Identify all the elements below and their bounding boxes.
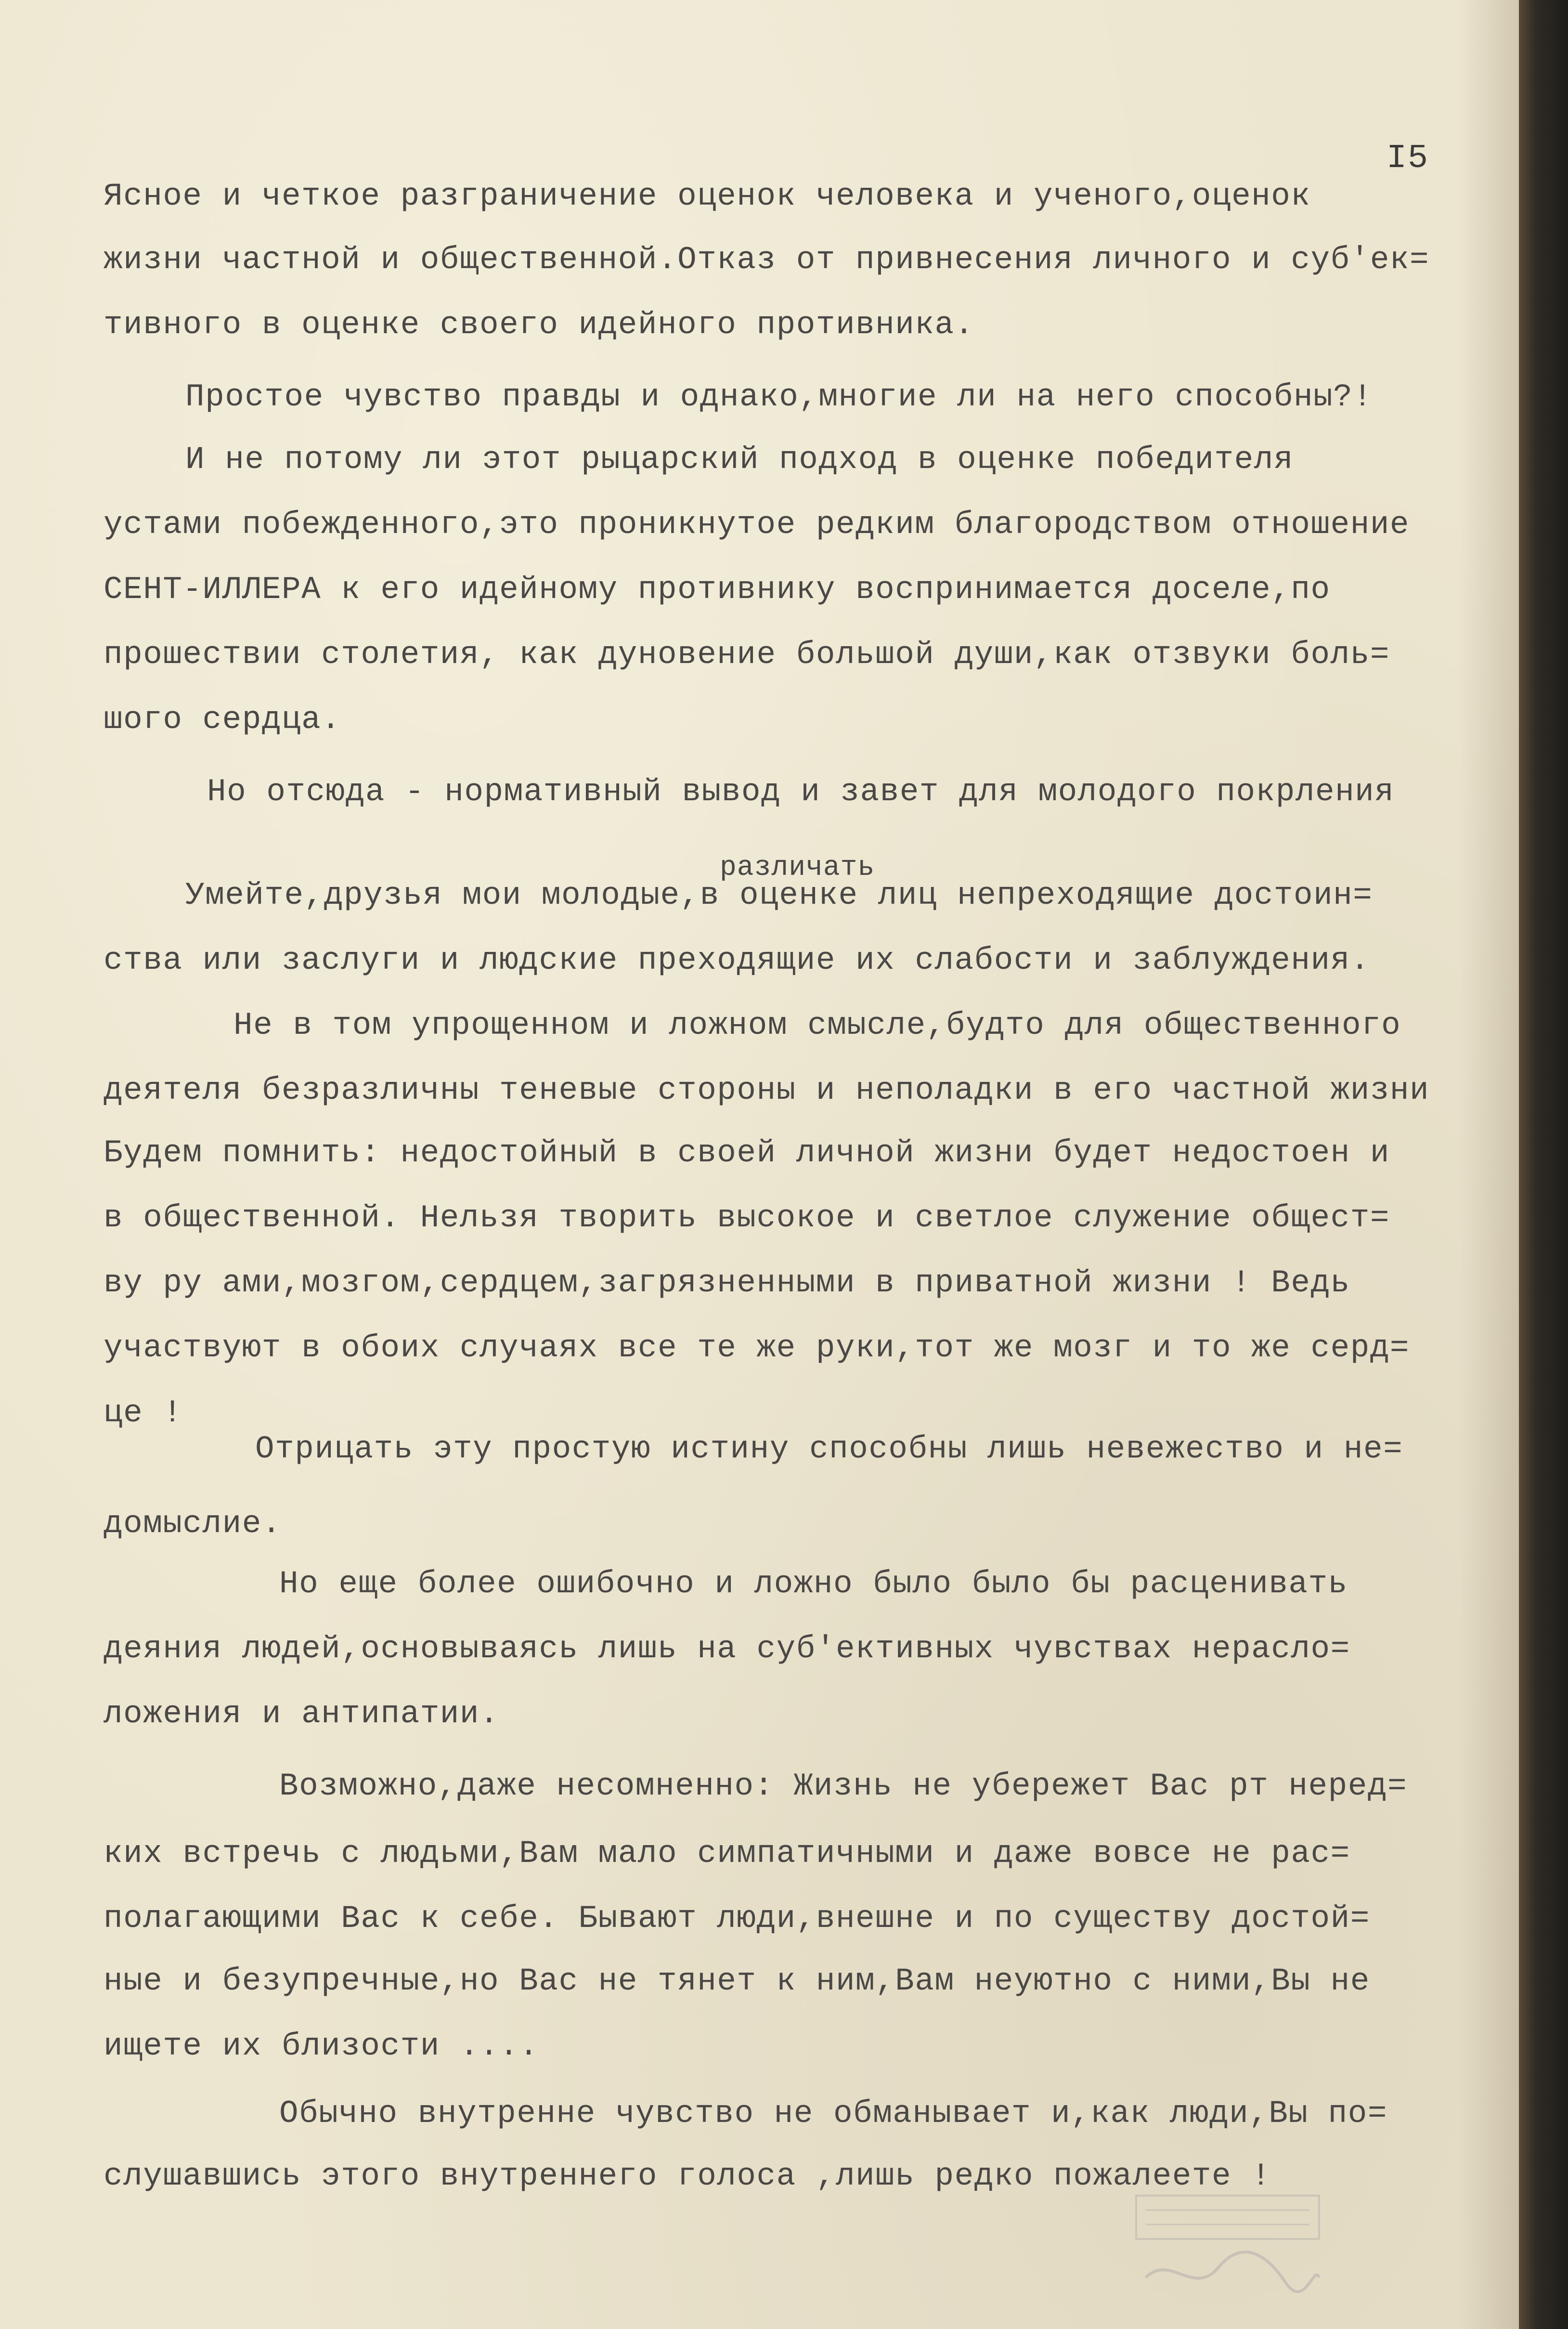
text-line-17: ву ру ами,мозгом,сердцем,загрязненными в приватной жизни ! Ведь <box>104 1265 1350 1301</box>
text-line-7: СЕНТ-ИЛЛЕРА к его идейному противнику воспринимается доселе,по <box>104 572 1331 608</box>
text-line-10: Но отсюда - нормативный вывод и завет для молодого покрления <box>207 774 1395 810</box>
text-line-5: И не потому ли этот рыцарский подход в оценке победителя <box>185 442 1294 478</box>
text-line-15: Будем помнить: недостойный в своей личной жизни будет недостоен и <box>104 1135 1390 1171</box>
page-number: I5 <box>1387 140 1429 178</box>
text-line-20: Отрицать эту простую истину способны лишь невежество и не= <box>255 1431 1403 1467</box>
text-line-6: устами побежденного,это проникнутое редким благородством отношение <box>104 507 1410 543</box>
text-line-21: домыслие. <box>104 1506 282 1542</box>
text-line-11: Умейте,друзья мои молодые,в оценке лиц непреходящие достоин= <box>185 877 1373 913</box>
text-line-12: ства или заслуги и людские преходящие их слабости и заблуждения. <box>104 942 1370 978</box>
text-line-1: Ясное и четкое разграничение оценок человека и ученого,оценок <box>104 178 1311 214</box>
text-line-9: шого сердца. <box>104 702 341 738</box>
text-line-16: в общественной. Нельзя творить высокое и светлое служение общест= <box>104 1200 1390 1236</box>
text-line-27: полагающими Вас к себе. Бывают люди,внешне и по существу достой= <box>104 1900 1370 1937</box>
text-line-19: це ! <box>104 1395 183 1431</box>
book-binding-edge <box>1519 0 1568 2329</box>
text-line-31: слушавшись этого внутреннего голоса ,лишь редко пожалеете ! <box>104 2158 1271 2194</box>
text-line-25: Возможно,даже несомненно: Жизнь не убережет Вас рт неред= <box>279 1768 1408 1804</box>
text-line-30: Обычно внутренне чувство не обманывает и,как люди,Вы по= <box>279 2095 1387 2132</box>
text-line-8: прошествии столетия, как дуновение большой души,как отзвуки боль= <box>104 637 1390 673</box>
text-line-3: тивного в оценке своего идейного противника. <box>104 307 974 343</box>
text-line-29: ищете их близости .... <box>104 2028 539 2064</box>
text-line-22: Но еще более ошибочно и ложно было было бы расценивать <box>279 1566 1348 1602</box>
text-line-28: ные и безупречные,но Вас не тянет к ним,Вам неуютно с ними,Вы не <box>104 1963 1370 1999</box>
text-line-23: деяния людей,основываясь лишь на суб'ективных чувствах нерасло= <box>104 1631 1350 1667</box>
text-line-13: Не в том упрощенном и ложном смысле,будто для общественного <box>233 1007 1401 1043</box>
text-line-4: Простое чувство правды и однако,многие ли на него способны?! <box>185 379 1373 415</box>
text-line-26: ких встречь с людьми,Вам мало симпатичными и даже вовсе не рас= <box>104 1835 1350 1872</box>
text-line-14: деятеля безразличны теневые стороны и неполадки в его частной жизни <box>104 1072 1430 1108</box>
archive-stamp <box>1127 2181 1329 2306</box>
text-line-2: жизни частной и общественной.Отказ от привнесения личного и суб'ек= <box>104 242 1430 278</box>
text-line-24: ложения и антипатии. <box>104 1696 500 1732</box>
text-line-18: участвуют в обоих случаях все те же руки,тот же мозг и то же серд= <box>104 1330 1410 1366</box>
handwritten-insertion: различать <box>720 852 875 884</box>
